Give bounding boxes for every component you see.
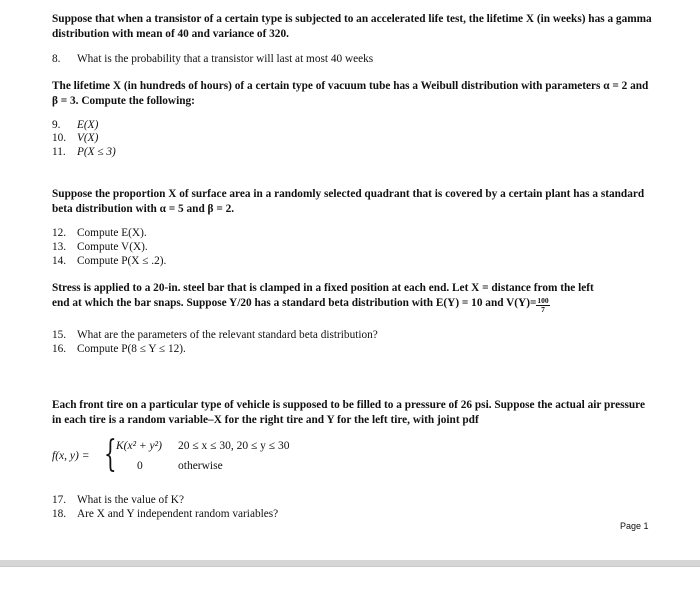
question-number: 12. — [52, 227, 67, 239]
question-number: 16. — [52, 343, 67, 355]
question-number: 14. — [52, 255, 67, 267]
beta-problem-text: Suppose the proportion X of surface area in a randomly selected quadrant that is covered by a certain plant has a standard beta distribution with α = 5 and β = 2. — [52, 188, 645, 215]
steel-bar-problem — [52, 281, 652, 314]
question-12 — [52, 226, 652, 240]
question-number: 11. — [52, 146, 66, 158]
pdf-case2-condition: otherwise — [178, 460, 223, 472]
fraction-numerator: 100 — [537, 296, 549, 305]
question-number: 17. — [52, 494, 67, 506]
question-8 — [52, 52, 652, 66]
pdf-case2-expression: 0 — [137, 460, 143, 472]
page-number: Page 1 — [620, 521, 649, 531]
question-number: 8. — [52, 53, 61, 65]
question-text: What are the parameters of the relevant standard beta distribution? — [77, 329, 378, 341]
pdf-lhs: f(x, y) = — [52, 450, 90, 462]
question-text: Compute P(8 ≤ Y ≤ 12). — [77, 343, 186, 355]
next-page-edge — [0, 566, 700, 602]
question-number: 18. — [52, 508, 67, 520]
question-14 — [52, 254, 652, 268]
question-9 — [52, 118, 652, 132]
steel-bar-line-2-text: end at which the bar snaps. Suppose Y/20 has a standard beta distribution with E(Y) = 10 and V(Y)= — [52, 297, 537, 309]
question-number: 15. — [52, 329, 67, 341]
question-text: Compute V(X). — [77, 241, 148, 253]
tire-pressure-problem-text: Each front tire on a particular type of vehicle is supposed to be filled to a pressure of 26 psi. Suppose the actual air pressure in each tire is a random variable–X for the right tire and Y for the left tire, with joint pdf — [52, 399, 646, 426]
steel-bar-line-2 — [52, 296, 652, 314]
gamma-problem-text: Suppose that when a transistor of a certain type is subjected to an accelerated life test, the lifetime X (in weeks) has a gamma distribution with mean of 40 and variance of 320. — [52, 13, 652, 40]
joint-pdf-equation — [52, 434, 352, 477]
question-number: 10. — [52, 132, 67, 144]
question-text: P(X ≤ 3) — [77, 146, 116, 158]
question-text: E(X) — [77, 119, 99, 131]
question-text: Compute P(X ≤ .2). — [77, 255, 167, 267]
question-number: 13. — [52, 241, 67, 253]
question-11 — [52, 145, 652, 159]
steel-bar-line-1: Stress is applied to a 20-in. steel bar that is clamped in a fixed position at each end. Let X = distance from the left — [52, 282, 594, 294]
question-18 — [52, 507, 652, 521]
question-text: V(X) — [77, 132, 99, 144]
question-text: Are X and Y independent random variables? — [77, 508, 279, 520]
question-16 — [52, 342, 652, 356]
pdf-case1-expression: K(x² + y²) — [116, 440, 162, 452]
question-15 — [52, 328, 652, 342]
question-number: 9. — [52, 119, 61, 131]
question-17 — [52, 493, 652, 507]
question-text: What is the probability that a transistor will last at most 40 weeks — [77, 53, 374, 65]
variance-fraction — [536, 297, 549, 314]
pdf-case1-condition: 20 ≤ x ≤ 30, 20 ≤ y ≤ 30 — [178, 440, 290, 452]
question-10 — [52, 131, 652, 145]
question-text: Compute E(X). — [77, 227, 147, 239]
weibull-problem-text: The lifetime X (in hundreds of hours) of a certain type of vacuum tube has a Weibull distribution with parameters α = 2 and β = 3. Compute the following: — [52, 80, 649, 107]
question-text: What is the value of K? — [77, 494, 184, 506]
pdf-brace: { — [104, 434, 117, 475]
fraction-denominator: 7 — [541, 305, 545, 314]
question-13 — [52, 240, 652, 254]
